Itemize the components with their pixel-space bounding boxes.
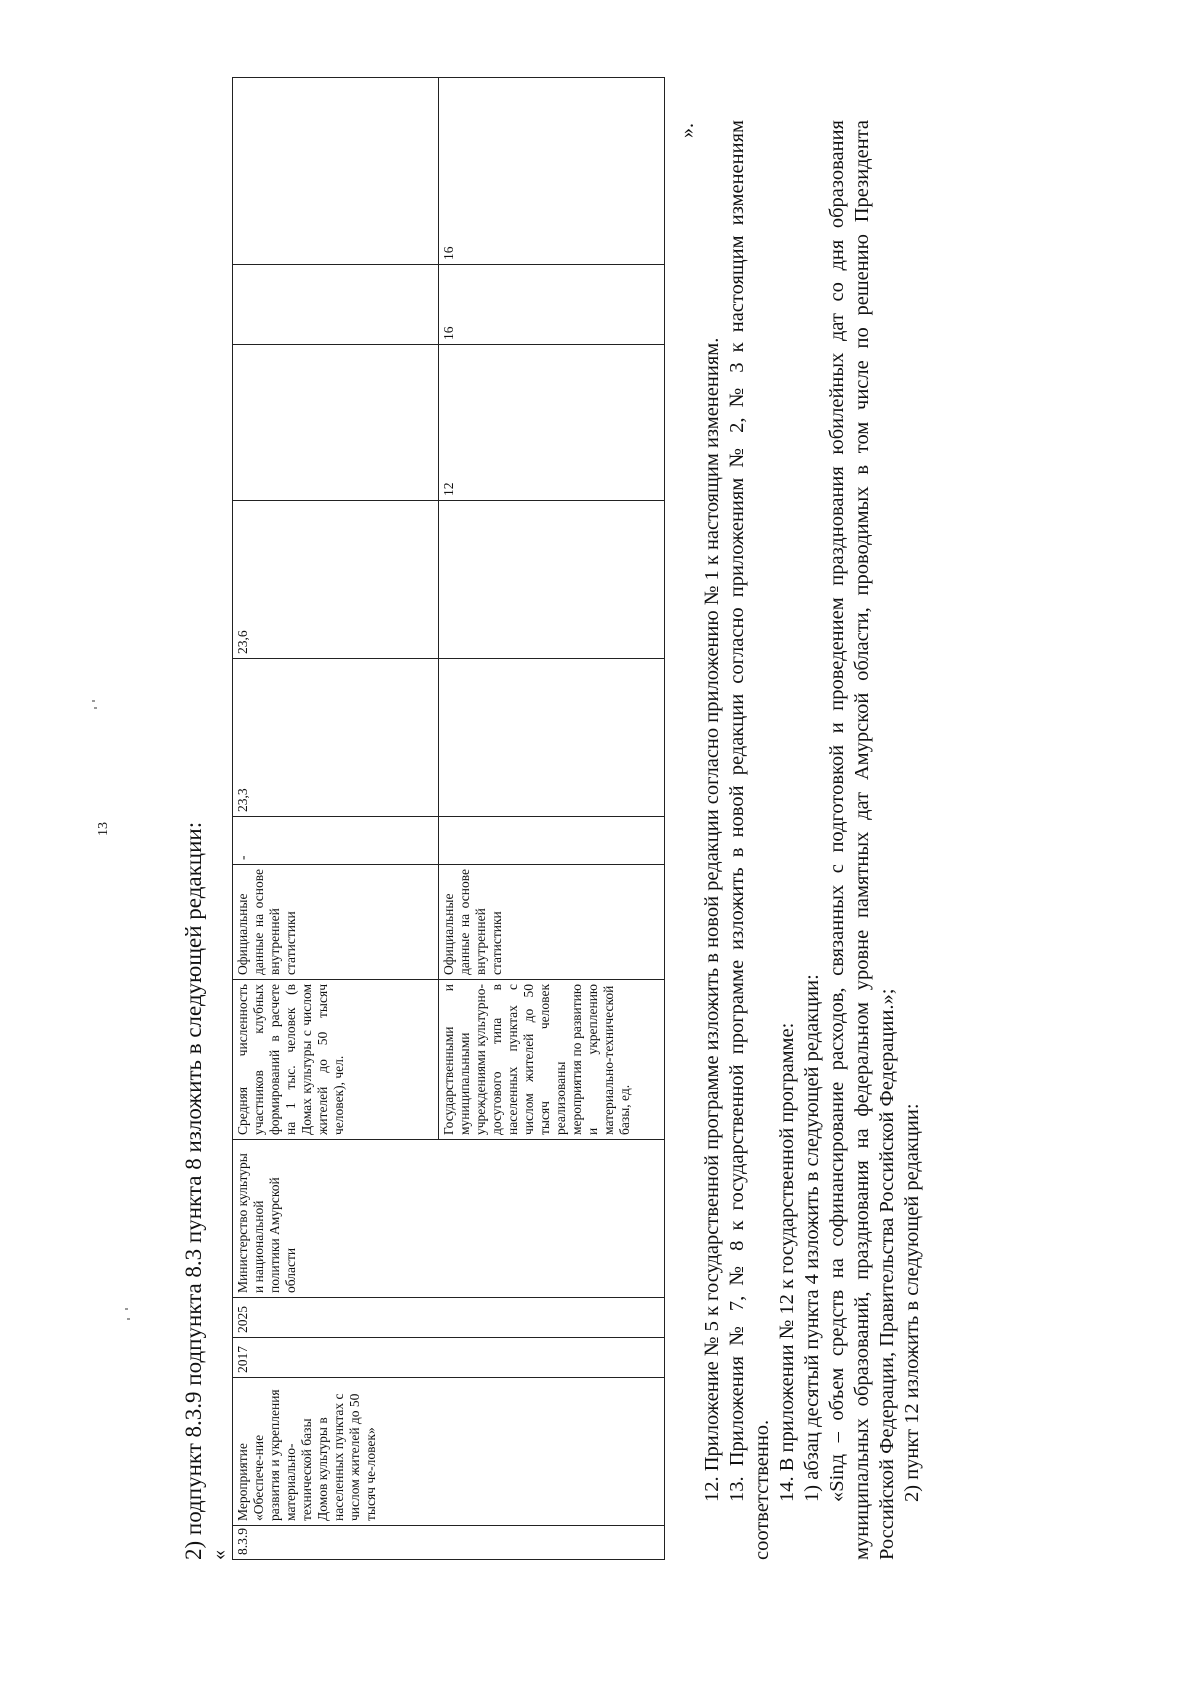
section-heading: 2) подпункт 8.3.9 подпункта 8.3 пункта 8 изложить в следующей редакции: [181,821,206,1560]
indicator-value-cell [439,817,665,865]
indicator-value-cell: 16 [439,78,665,265]
page-number: 13 [96,822,111,836]
year-start-cell: 2017 [233,1338,665,1378]
indicator-value-cell [233,78,439,265]
event-name-cell: Мероприятие «Обеспече-ние развития и укрепления материально-технической базы Домов культуры в населенных пунктах с числом жителей до 50 тысяч че-ловек» [233,1378,665,1526]
indicator-value-cell: 12 [439,345,665,501]
indicators-table [232,77,665,1560]
indicator-value-cell: 23,6 [233,501,439,659]
scan-artifact [125,1308,128,1310]
indicator-name-cell: Средняя численность участников клубных формирований в расчете на 1 тыс. человек (в Домах культуры с числом жителей до 50 тысяч человек), чел. [233,980,439,1140]
scan-artifact [94,707,97,709]
indicator-value-cell [233,265,439,345]
scan-artifact [127,1318,130,1320]
indicator-value-cell [439,659,665,817]
indicator-value-cell [233,345,439,501]
item-number-cell: 8.3.9 [233,1526,665,1560]
paragraph: 14. В приложении № 12 к государственной программе: [776,1022,798,1502]
body-text [700,120,925,1560]
opening-quote: « [208,1550,230,1560]
paragraph: 12. Приложение № 5 к государственной программе изложить в новой редакции согласно приложению № 1 к настоящим изменениям. [701,337,723,1502]
scan-artifact [92,700,95,702]
indicator-value-cell: 16 [439,265,665,345]
responsible-cell: Министерство культуры и национальной политики Амурской области [233,1140,665,1298]
indicator-source-cell: Официальные данные на основе внутренней статистики [439,865,665,980]
paragraph: 1) абзац десятый пункта 4 изложить в следующей редакции: [801,974,823,1502]
year-end-cell: 2025 [233,1298,665,1338]
paragraph: 13. Приложения № 7, № 8 к государственной программе изложить в новой редакции согласно приложениям № 2, № 3 к настоящим изменениям соответственно. [726,120,773,1560]
paragraph: «Sinд – объем средств на софинансирование расходов, связанных с подготовкой и проведением празднования юбилейных дат со дня образования муниципальных образований, празднования на федеральном уровне памятных дат Амурской области, проводимых в том числе по решению Президента Российской Федерации, Правительства Российской Федерации.»; [826,120,898,1560]
indicator-value-cell: 23,3 [233,659,439,817]
closing-quote: ». [676,123,698,138]
rotated-page-content [180,120,1060,1560]
indicator-value-cell [439,501,665,659]
paragraph: 2) пункт 12 изложить в следующей редакции: [901,1103,923,1502]
indicator-name-cell: Государственными и муниципальными учреждениями культурно-досугового типа в населенных пунктах с числом жителей до 50 тысяч человек реализованы мероприятия по развитию и укреплению материально-технической базы, ед. [439,980,665,1140]
indicator-source-cell: Официальные данные на основе внутренней статистики [233,865,439,980]
indicator-value-cell: - [233,817,439,865]
table-row [233,78,439,1560]
